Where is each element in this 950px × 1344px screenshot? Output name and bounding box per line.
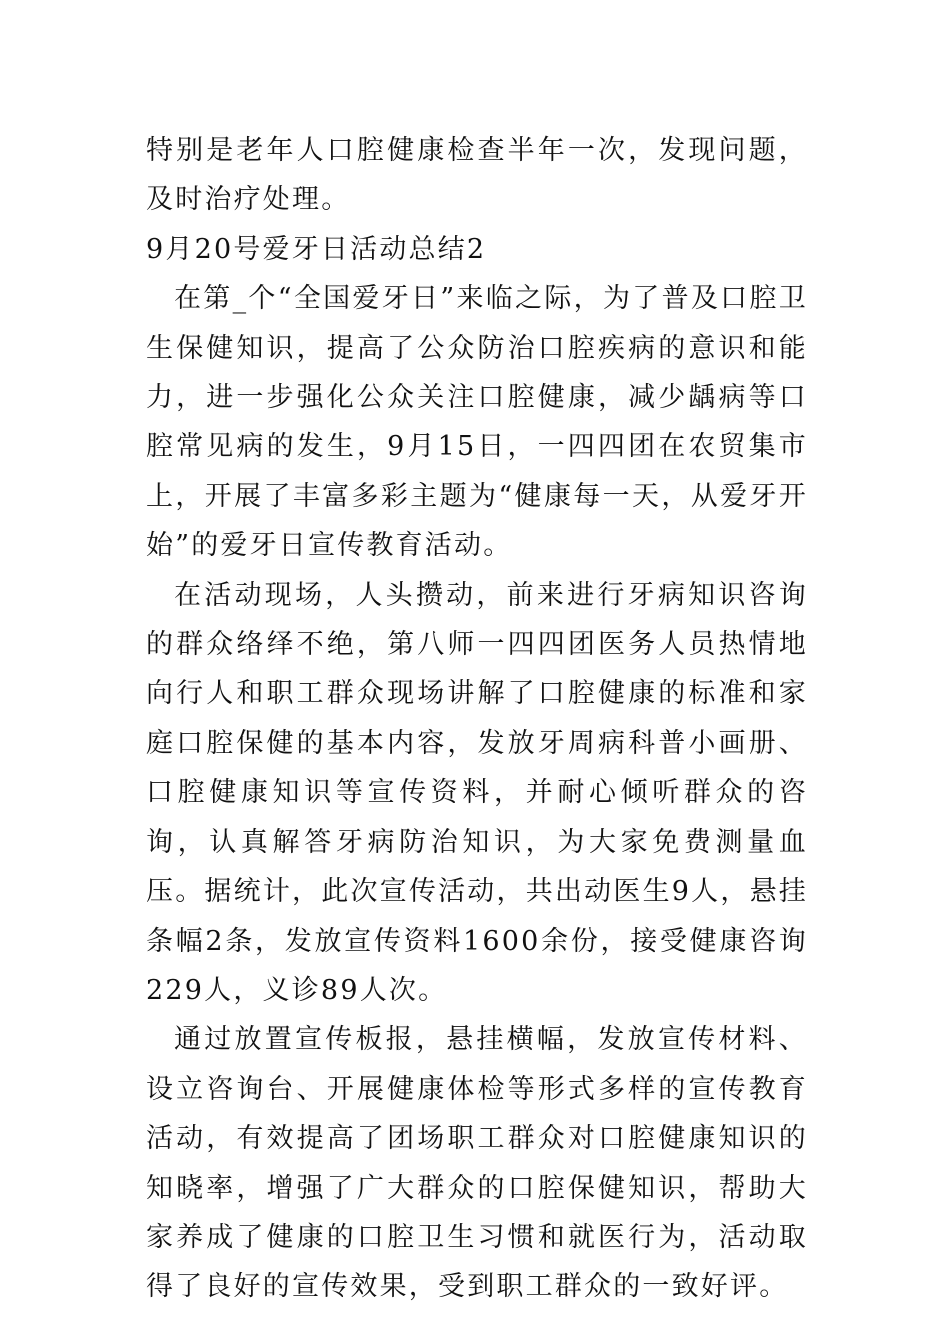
paragraph-intro: 在第_个“全国爱牙日”来临之际，为了普及口腔卫生保健知识，提高了公众防治口腔疾病的意识和能力，进一步强化公众关注口腔健康，减少龋病等口腔常见病的发生，9月15日，一四四团在农贸集市上，开展了丰富多彩主题为“健康每一天，从爱牙开始”的爱牙日宣传教育活动。 <box>146 283 808 562</box>
section-heading: 9月20号爱牙日活动总结2 <box>146 233 487 265</box>
paragraph-summary: 通过放置宣传板报，悬挂横幅，发放宣传材料、设立咨询台、开展健康体检等形式多样的宣传教育活动，有效提高了团场职工群众对口腔健康知识的知晓率，增强了广大群众的口腔保健知识，帮助大家养成了健康的口腔卫生习惯和就医行为，活动取得了良好的宣传效果，受到职工群众的一致好评。 <box>146 1024 808 1303</box>
document-body <box>146 126 808 1312</box>
paragraph-continuation: 特别是老年人口腔健康检查半年一次，发现问题，及时治疗处理。 <box>146 135 808 216</box>
paragraph-activity-scene: 在活动现场，人头攒动，前来进行牙病知识咨询的群众络绎不绝，第八师一四四团医务人员热情地向行人和职工群众现场讲解了口腔健康的标准和家庭口腔保健的基本内容，发放牙周病科普小画册、口腔健康知识等宣传资料，并耐心倾听群众的咨询，认真解答牙病防治知识，为大家免费测量血压。据统计，此次宣传活动，共出动医生9人，悬挂条幅2条，发放宣传资料1600余份，接受健康咨询229人，义诊89人次。 <box>146 579 808 1006</box>
